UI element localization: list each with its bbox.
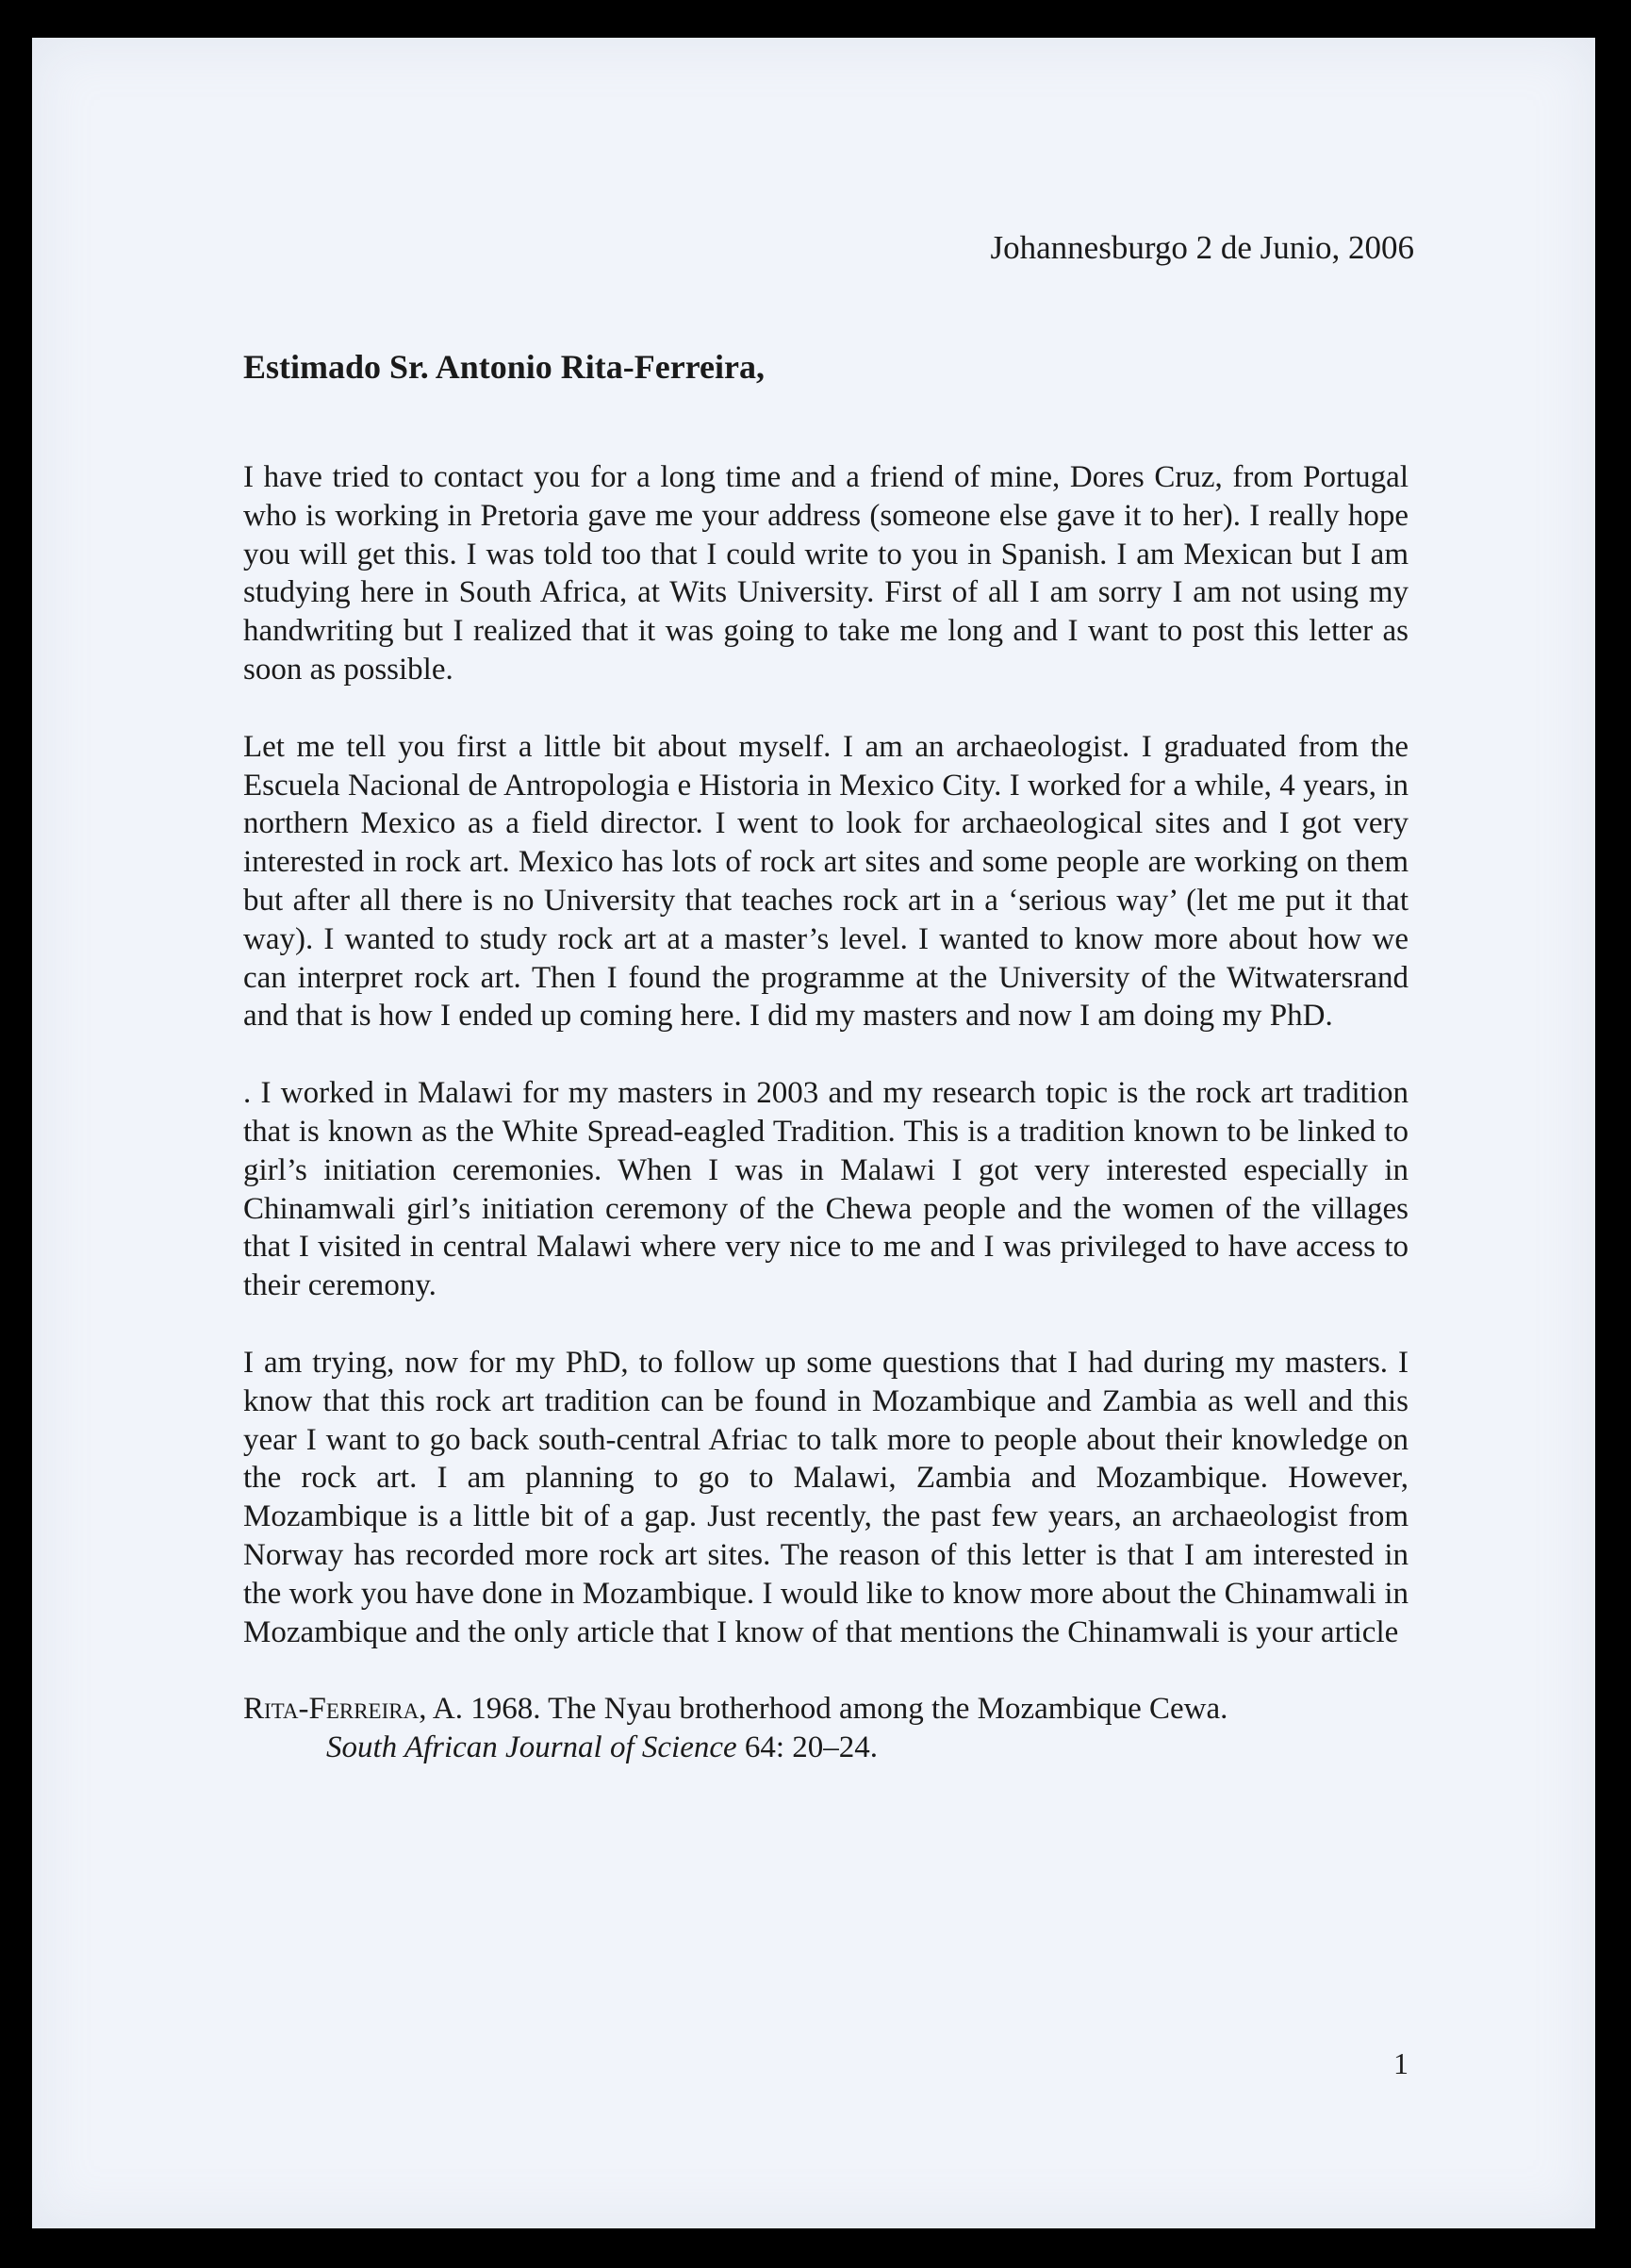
reference-journal: South African Journal of Science [326,1730,737,1765]
reference-details: , A. 1968. The Nyau brotherhood among the Mozambique Cewa. [419,1692,1228,1727]
letter-page [32,38,1595,2228]
letter-body [243,458,1409,1767]
reference-line-2 [243,1729,1409,1767]
reference-citation [243,1690,1409,1767]
letter-date: Johannesburgo 2 de Junio, 2006 [990,229,1414,266]
page-number: 1 [1393,2046,1409,2080]
paragraph-contact: I have tried to contact you for a long time and a friend of mine, Dores Cruz, from Portugal who is working in Pretoria gave me your address (someone else gave it to her). I really hope you will get this. I was told too that I could write to you in Spanish. I am Mexican but I am studying here in South Africa, at Wits University. First of all I am sorry I am not using my handwriting but I realized that it was going to take me long and I want to post this letter as soon as possible. [243,460,1409,687]
reference-pages: 64: 20–24. [736,1730,879,1765]
paragraph-malawi: . I worked in Malawi for my masters in 2003 and my research topic is the rock art tradition that is known as the White Spread-eagled Tradition. This is a tradition known to be linked to girl’s initiation ceremonies. When I was in Malawi I got very interested especially in Chinamwali girl’s initiation ceremony of the Chewa people and the women of the villages that I visited in central Malawi where very nice to me and I was privileged to have access to their ceremony. [243,1076,1409,1303]
reference-author: Rita-Ferreira [243,1692,420,1727]
salutation: Estimado Sr. Antonio Rita-Ferreira, [243,348,765,386]
paragraph-background: Let me tell you first a little bit about myself. I am an archaeologist. I graduated from the Escuela Nacional de Antropologia e Historia in Mexico City. I worked for a while, 4 years, in northern Mexico as a field director. I went to look for archaeological sites and I got very interested in rock art. Mexico has lots of rock art sites and some people are working on them but after all there is no University that teaches rock art in a ‘serious way’ (let me put it that way). I wanted to study rock art at a master’s level. I wanted to know more about how we can interpret rock art. Then I found the programme at the University of the Witwatersrand and that is how I ended up coming here. I did my masters and now I am doing my PhD. [243,729,1409,1034]
paragraph-phd: I am trying, now for my PhD, to follow up some questions that I had during my masters. I know that this rock art tradition can be found in Mozambique and Zambia as well and this year I want to go back south-central Afriac to talk more to people about their knowledge on the rock art. I am planning to go to Malawi, Zambia and Mozambique. However, Mozambique is a little bit of a gap. Just recently, the past few years, an archaeologist from Norway has recorded more rock art sites. The reason of this letter is that I am interested in the work you have done in Mozambique. I would like to know more about the Chinamwali in Mozambique and the only article that I know of that mentions the Chinamwali is your article [243,1345,1409,1649]
